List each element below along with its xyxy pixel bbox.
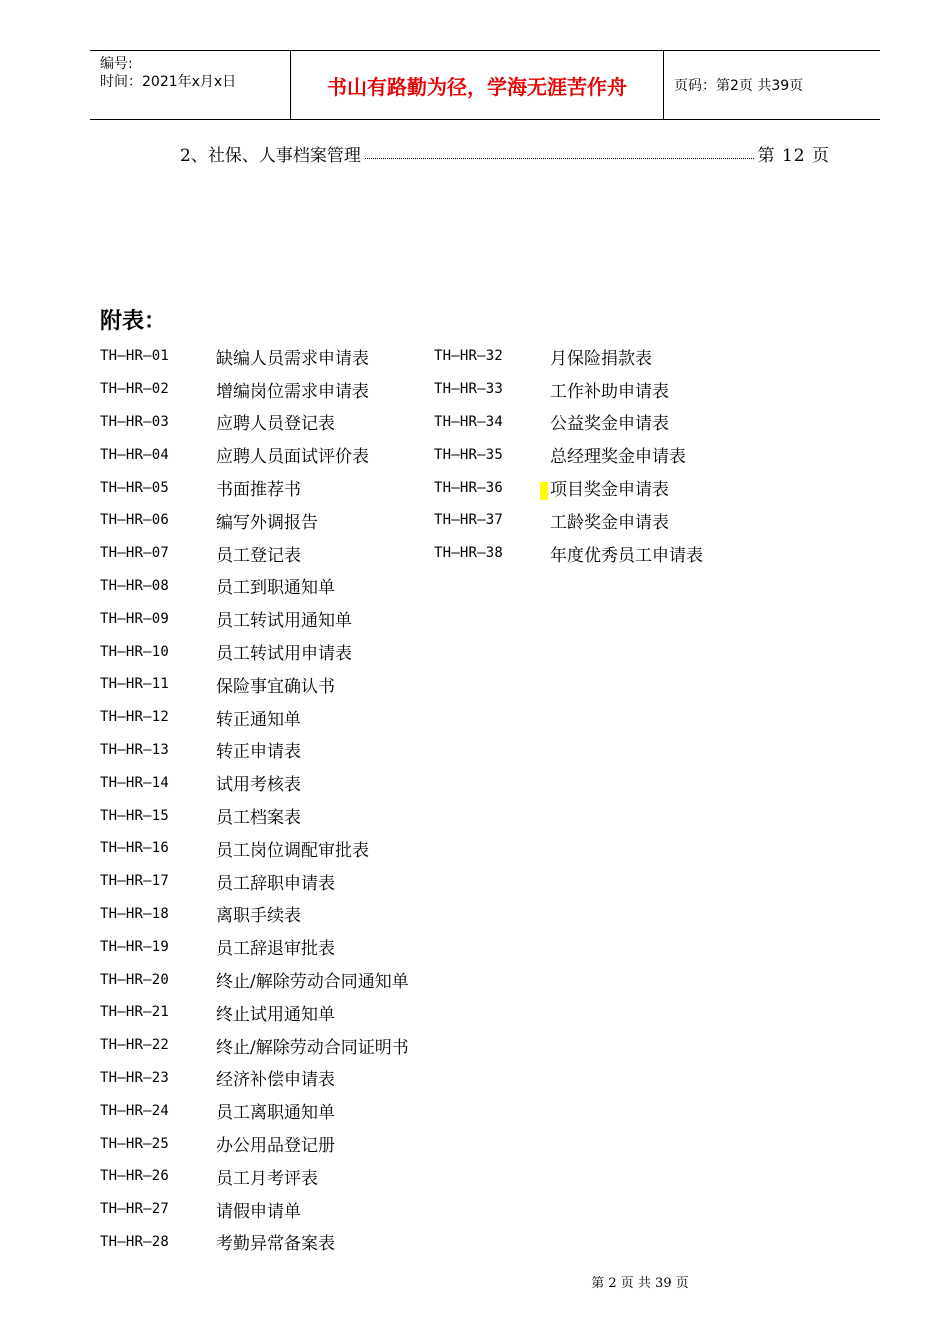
form-name: 员工到职通知单 [216, 578, 335, 599]
form-code: TH—HR—18 [100, 905, 170, 922]
form-code: TH—HR—22 [100, 1037, 170, 1054]
form-name: 员工档案表 [216, 808, 301, 829]
appendix-item [434, 406, 703, 439]
appendix-item [100, 438, 409, 471]
form-name-wrap [550, 475, 669, 500]
form-name: 增编岗位需求申请表 [216, 381, 369, 402]
appendix-item [100, 340, 409, 373]
form-code: TH—HR—09 [100, 610, 170, 627]
form-code: TH—HR—17 [100, 873, 170, 890]
appendix-item [100, 570, 409, 603]
form-name: 员工辞退审批表 [216, 939, 335, 960]
form-code: TH—HR—37 [434, 512, 504, 529]
appendix-item [100, 996, 409, 1029]
form-code: TH—HR—32 [434, 348, 504, 365]
form-code: TH—HR—28 [100, 1233, 170, 1250]
appendix-list-left [100, 340, 409, 1258]
form-code: TH—HR—07 [100, 545, 170, 562]
form-name: 员工转试用通知单 [216, 611, 352, 632]
form-name: 转正申请表 [216, 742, 301, 763]
form-code: TH—HR—05 [100, 479, 170, 496]
form-code: TH—HR—13 [100, 741, 170, 758]
form-name: 保险事宜确认书 [216, 676, 335, 697]
form-name: 终止/解除劳动合同证明书 [216, 1037, 409, 1058]
form-name: 员工辞职申请表 [216, 873, 335, 894]
form-name: 书面推荐书 [216, 480, 301, 501]
appendix-item [100, 635, 409, 668]
appendix-item [100, 1127, 409, 1160]
form-code: TH—HR—35 [434, 446, 504, 463]
toc-dot-leader [365, 148, 754, 159]
appendix-item [100, 406, 409, 439]
appendix-item [100, 963, 409, 996]
appendix-item [100, 766, 409, 799]
form-name: 总经理奖金申请表 [550, 447, 686, 468]
form-code: TH—HR—27 [100, 1201, 170, 1218]
form-code: TH—HR—33 [434, 381, 504, 398]
form-code: TH—HR—02 [100, 381, 170, 398]
number-label: 编号: [100, 56, 133, 72]
form-name: 公益奖金申请表 [550, 414, 669, 435]
form-code: TH—HR—08 [100, 577, 170, 594]
appendix-item [100, 1160, 409, 1193]
form-code: TH—HR—36 [434, 479, 504, 496]
form-name: 工作补助申请表 [550, 381, 669, 402]
form-code: TH—HR—06 [100, 512, 170, 529]
form-name: 员工转试用申请表 [216, 644, 352, 665]
form-name: 项目奖金申请表 [550, 480, 669, 501]
form-code: TH—HR—16 [100, 840, 170, 857]
appendix-item [100, 471, 409, 504]
appendix-item [100, 930, 409, 963]
page-footer: 第 2 页 共 39 页 [591, 1276, 689, 1291]
header-motto: 书山有路勤为径，学海无涯苦作舟 [291, 51, 664, 119]
appendix-item [100, 1193, 409, 1226]
form-code: TH—HR—25 [100, 1135, 170, 1152]
form-name: 应聘人员面试评价表 [216, 447, 369, 468]
form-name: 考勤异常备案表 [216, 1234, 335, 1255]
appendix-item [434, 438, 703, 471]
appendix-item [100, 1029, 409, 1062]
appendix-item [100, 668, 409, 701]
form-name: 缺编人员需求申请表 [216, 348, 369, 369]
form-name: 员工离职通知单 [216, 1103, 335, 1124]
appendix-item [434, 373, 703, 406]
appendix-item [434, 537, 703, 570]
form-name: 应聘人员登记表 [216, 414, 335, 435]
appendix-item [434, 504, 703, 537]
appendix-item [100, 799, 409, 832]
form-name: 办公用品登记册 [216, 1136, 335, 1157]
form-code: TH—HR—20 [100, 971, 170, 988]
form-name: 月保险捐款表 [550, 348, 652, 369]
form-name: 终止/解除劳动合同通知单 [216, 972, 409, 993]
toc-entry[interactable] [180, 141, 830, 165]
form-code: TH—HR—11 [100, 676, 170, 693]
form-code: TH—HR—24 [100, 1102, 170, 1119]
appendix-item [100, 1226, 409, 1259]
form-name: 编写外调报告 [216, 512, 318, 533]
page-header [90, 50, 880, 120]
appendix-item [434, 471, 703, 504]
form-name: 工龄奖金申请表 [550, 512, 669, 533]
form-name: 试用考核表 [216, 775, 301, 796]
form-name: 转正通知单 [216, 709, 301, 730]
toc-entry-title: 2、社保、人事档案管理 [180, 145, 361, 166]
highlight-mark [540, 482, 548, 500]
form-code: TH—HR—15 [100, 807, 170, 824]
form-code: TH—HR—21 [100, 1004, 170, 1021]
form-name: 员工月考评表 [216, 1168, 318, 1189]
form-code: TH—HR—38 [434, 545, 504, 562]
header-page-label: 页码：第2页 共39页 [674, 78, 804, 94]
appendix-item [100, 504, 409, 537]
form-name: 经济补偿申请表 [216, 1070, 335, 1091]
form-name: 员工登记表 [216, 545, 301, 566]
form-code: TH—HR—12 [100, 709, 170, 726]
appendix-item [100, 602, 409, 635]
appendix-item [100, 898, 409, 931]
appendix-title: 附表： [100, 309, 167, 334]
form-code: TH—HR—10 [100, 643, 170, 660]
appendix-item [100, 537, 409, 570]
form-code: TH—HR—19 [100, 938, 170, 955]
appendix-item [434, 340, 703, 373]
appendix-item [100, 1094, 409, 1127]
form-name: 离职手续表 [216, 906, 301, 927]
form-code: TH—HR—14 [100, 774, 170, 791]
appendix-item [100, 1062, 409, 1095]
form-code: TH—HR—04 [100, 446, 170, 463]
toc-entry-page: 第 12 页 [757, 145, 830, 166]
form-code: TH—HR—26 [100, 1168, 170, 1185]
form-name: 年度优秀员工申请表 [550, 545, 703, 566]
appendix-list-right [434, 340, 703, 570]
form-name: 终止试用通知单 [216, 1004, 335, 1025]
time-label: 时间：2021年x月x日 [100, 74, 237, 90]
appendix-item [100, 734, 409, 767]
appendix-item [100, 832, 409, 865]
appendix-item [100, 701, 409, 734]
form-name: 员工岗位调配审批表 [216, 840, 369, 861]
form-code: TH—HR—23 [100, 1069, 170, 1086]
header-meta [90, 51, 291, 119]
appendix-item [100, 865, 409, 898]
form-code: TH—HR—03 [100, 413, 170, 430]
appendix-item [100, 373, 409, 406]
form-code: TH—HR—34 [434, 413, 504, 430]
form-code: TH—HR—01 [100, 348, 170, 365]
form-name: 请假申请单 [216, 1201, 301, 1222]
